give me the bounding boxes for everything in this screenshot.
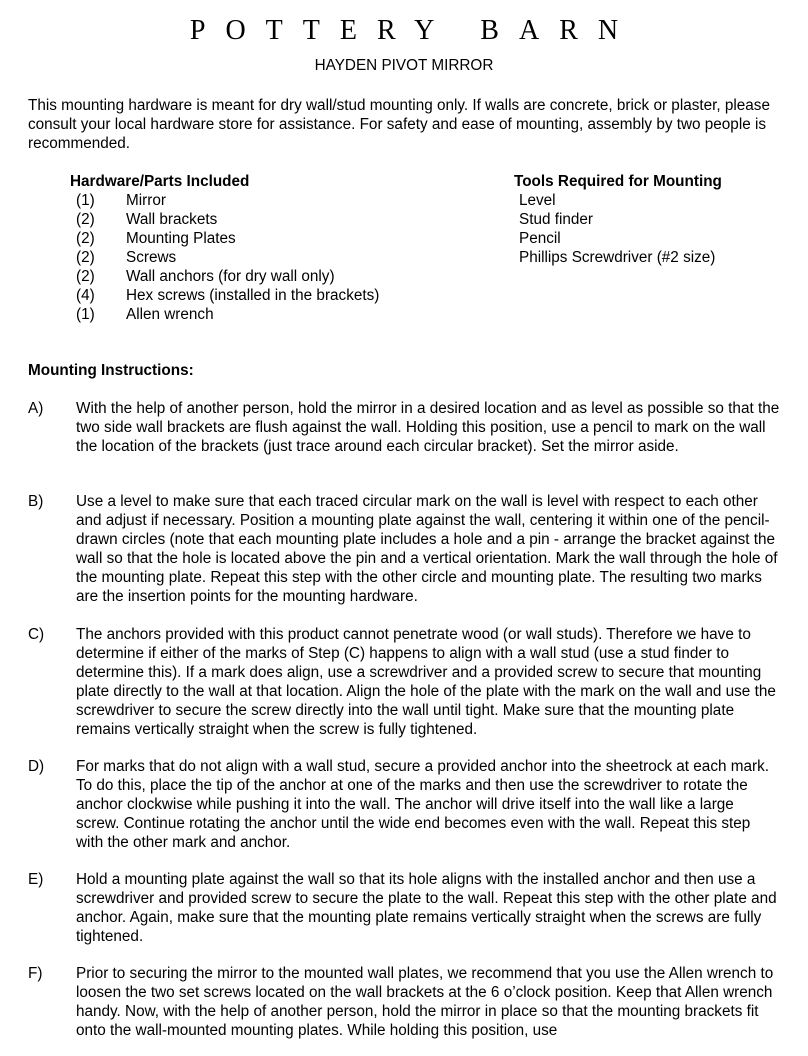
step-letter: C) — [28, 626, 45, 643]
part-qty: (1) — [76, 192, 95, 209]
list-item — [70, 229, 490, 248]
intro-paragraph: This mounting hardware is meant for dry wall/stud mounting only. If walls are concrete, brick or plaster, please consult your local hardware store for assistance. For safety and ease of mounting, assembly by two people is recommended. — [28, 97, 770, 152]
step-text: Use a level to make sure that each traced circular mark on the wall is level with respect to each other and adjust if necessary. Position a mounting plate against the wall, centering it within one of the pencil-drawn circles (note that each mounting plate includes a hole and a pin - arrange the bracket against the wall so that the hole is located above the pin and a vertical orientation. Mark the wall through the hole of the mounting plate. Repeat this step with the other circle and mounting plate. The resulting two marks are the insertion points for the mounting hardware. — [76, 493, 778, 605]
list-item — [70, 286, 490, 305]
part-name: Wall anchors (for dry wall only) — [126, 268, 335, 285]
instructions-heading: Mounting Instructions: — [28, 362, 194, 379]
step-text: Prior to securing the mirror to the mounted wall plates, we recommend that you use the Allen wrench to loosen the two set screws located on the wall brackets at the 6 o’clock position. Keep that Allen wrench handy. Now, with the help of another person, hold the mirror in place so that the mounting brackets fit onto the wall-mounted mounting plates. While holding this position, use — [76, 965, 774, 1039]
instruction-step-a — [28, 399, 788, 456]
list-item — [70, 267, 490, 286]
step-text: The anchors provided with this product cannot penetrate wood (or wall studs). Therefore we have to determine if either of the marks of Step (C) happens to align with a wall stud (use a stud finder to determine this). If a mark does align, use a screwdriver and a provided screw to secure that mounting plate directly to the wall at that location. Align the hole of the plate with the mark on the wall and use the screwdriver to secure the screw directly into the wall until tight. Make sure that the mounting plate remains vertically straight when the screw is fully tightened. — [76, 626, 776, 738]
list-item: Pencil — [519, 230, 561, 247]
tools-heading: Tools Required for Mounting — [514, 173, 722, 190]
parts-list — [70, 172, 490, 324]
list-item — [70, 248, 490, 267]
instruction-step-b — [28, 492, 788, 606]
part-qty: (2) — [76, 249, 95, 266]
part-name: Mounting Plates — [126, 230, 236, 247]
brand-logo: POTTERY BARN — [189, 15, 639, 46]
part-qty: (4) — [76, 287, 95, 304]
list-item — [70, 191, 490, 210]
part-name: Hex screws (installed in the brackets) — [126, 287, 380, 304]
instruction-step-f — [28, 964, 788, 1040]
part-qty: (2) — [76, 230, 95, 247]
step-letter: D) — [28, 758, 45, 775]
list-item: Stud finder — [519, 211, 593, 228]
step-text: With the help of another person, hold the mirror in a desired location and as level as possible so that the two side wall brackets are flush against the wall. Holding this position, use a pencil to mark on the wall the location of the brackets (just trace around each circular bracket). Set the mirror aside. — [76, 400, 780, 455]
step-letter: F) — [28, 965, 43, 982]
document-title: HAYDEN PIVOT MIRROR — [314, 57, 494, 74]
list-item — [70, 305, 490, 324]
list-item — [70, 210, 490, 229]
step-letter: E) — [28, 871, 44, 888]
part-qty: (1) — [76, 306, 95, 323]
part-name: Wall brackets — [126, 211, 218, 228]
list-item: Level — [519, 192, 556, 209]
part-qty: (2) — [76, 211, 95, 228]
step-text: Hold a mounting plate against the wall so that its hole aligns with the installed anchor and then use a screwdriver and provided screw to secure the plate to the wall. Repeat this step with the other plate and anchor. Again, make sure that the mounting plate remains vertically straight when the screws are fully tightened. — [76, 871, 777, 945]
instruction-step-e — [28, 870, 788, 946]
list-item: Phillips Screwdriver (#2 size) — [519, 249, 716, 266]
step-letter: A) — [28, 400, 44, 417]
part-name: Allen wrench — [126, 306, 214, 323]
step-letter: B) — [28, 493, 44, 510]
parts-heading: Hardware/Parts Included — [70, 173, 250, 190]
part-qty: (2) — [76, 268, 95, 285]
step-text: For marks that do not align with a wall stud, secure a provided anchor into the sheetrock at each mark. To do this, place the tip of the anchor at one of the marks and then use the screwdriver to rotate the anchor clockwise while pushing it into the wall. The anchor will drive itself into the wall like a large screw. Continue rotating the anchor until the wide end becomes even with the wall. Repeat this step with the other mark and anchor. — [76, 758, 769, 851]
tools-list — [514, 172, 794, 267]
instruction-step-c — [28, 625, 788, 739]
part-name: Screws — [126, 249, 177, 266]
part-name: Mirror — [126, 192, 166, 209]
instruction-step-d — [28, 757, 788, 852]
